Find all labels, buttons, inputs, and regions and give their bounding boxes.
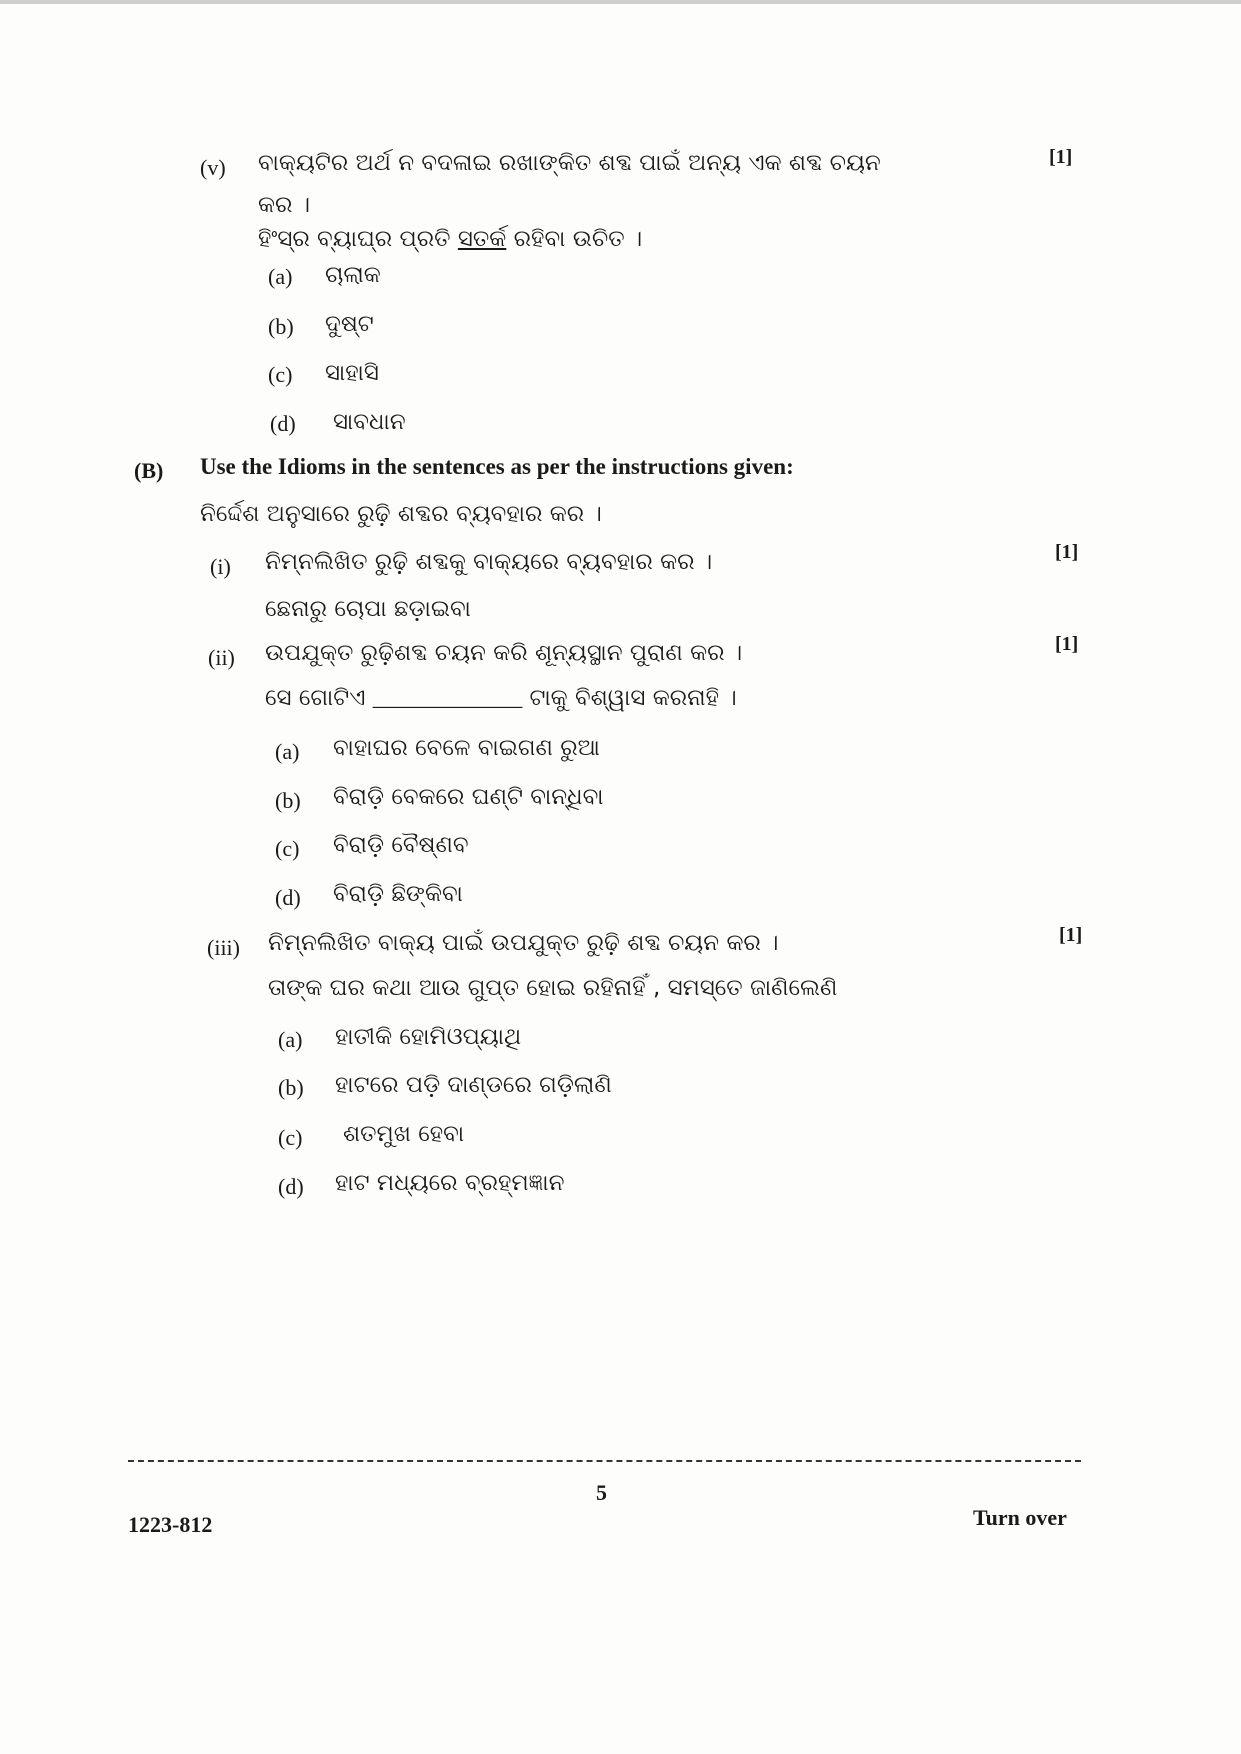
section-label: (B) <box>134 458 164 483</box>
page-top-edge <box>0 0 1241 4</box>
option-text: ହାଟ ମଧ୍ୟରେ ବ୍ରହ୍ମଜ୍ଞାନ <box>335 1170 565 1196</box>
question-text-line1: ଉପଯୁକ୍ତ ରୁଢ଼ିଶବ୍ଦ ଚୟନ କରି ଶୂନ୍ୟସ୍ଥାନ ପୁରାଣ କର । <box>265 640 743 666</box>
section-heading: Use the Idioms in the sentences as per the instructions given: <box>200 454 794 479</box>
marks-label: [1] <box>1055 541 1079 563</box>
option-text: ଦୁଷ୍ଟ <box>325 311 374 337</box>
option-label: (b) <box>268 314 294 339</box>
option-label: (c) <box>275 836 300 861</box>
question-sentence <box>258 226 642 252</box>
turn-over-label: Turn over <box>973 1505 1067 1530</box>
option-text: ହାତୀକି ହୋମିଓପ୍ୟାଥି <box>335 1024 522 1050</box>
fill-blank: _____________ <box>372 685 523 710</box>
question-sentence <box>265 685 737 711</box>
question-number: (ii) <box>208 645 235 670</box>
question-number: (i) <box>210 554 231 579</box>
question-text-line1: ନିମ୍ନଲିଖିତ ରୁଢ଼ି ଶବ୍ଦକୁ ବାକ୍ୟରେ ବ୍ୟବହାର କର । <box>265 549 713 575</box>
question-text-line2: କର । <box>258 192 311 218</box>
marks-label: [1] <box>1059 924 1083 946</box>
question-text-line2: ତାଙ୍କ ଘର କଥା ଆଉ ଗୁପ୍ତ ହୋଇ ରହିନାହିଁ , ସମସ୍ତେ ଜାଣିଲେଣି <box>268 975 838 1001</box>
option-text: ବାହାଘର ବେଳେ ବାଇଗଣ ରୁଆ <box>333 735 600 761</box>
option-label: (b) <box>278 1075 304 1100</box>
sentence-part: ରହିବା ଉଚିତ । <box>506 226 643 252</box>
option-label: (a) <box>275 739 300 764</box>
option-label: (a) <box>278 1027 303 1052</box>
sentence-part: ଟାକୁ ବିଶ୍ୱାସ କରନାହି । <box>529 685 737 711</box>
option-text: ସାହାସି <box>325 360 379 386</box>
option-text: ଚାଲାକ <box>325 262 381 288</box>
sentence-part: ସେ ଗୋଟିଏ <box>265 685 366 711</box>
marks-label: [1] <box>1049 146 1073 168</box>
option-text: ଶତମୁଖ ହେବା <box>343 1121 465 1147</box>
option-label: (d) <box>270 411 296 436</box>
option-text: ବିରାଡ଼ି ବୈଷ୍ଣବ <box>333 832 469 858</box>
question-number: (iii) <box>207 935 240 960</box>
option-text: ବିରାଡ଼ି ଛିଙ୍କିବା <box>333 881 463 907</box>
option-label: (c) <box>268 362 293 387</box>
question-text-line2: ଛେନାରୁ ଚୋପା ଛଡ଼ାଇବା <box>265 596 471 622</box>
marks-label: [1] <box>1055 633 1079 655</box>
sentence-part: ହିଂସ୍ର ବ୍ୟାଘ୍ର ପ୍ରତି <box>258 226 458 252</box>
question-text-line1: ବାକ୍ୟଟିର ଅର୍ଥ ନ ବଦଳାଇ ରଖାଙ୍କିତ ଶବ୍ଦ ପାଇଁ ଅନ୍ୟ ଏକ ଶବ୍ଦ ଚୟନ <box>258 150 881 176</box>
option-label: (c) <box>278 1125 303 1150</box>
option-label: (a) <box>268 264 293 289</box>
question-number: (v) <box>200 155 226 180</box>
option-label: (b) <box>275 788 301 813</box>
section-heading-odia: ନିର୍ଦ୍ଦେଶ ଅନୁସାରେ ରୁଢ଼ି ଶବ୍ଦର ବ୍ୟବହାର କର । <box>200 501 602 527</box>
option-text: ସାବଧାନ <box>333 409 406 435</box>
paper-code: 1223-812 <box>128 1512 213 1537</box>
option-label: (d) <box>278 1174 304 1199</box>
option-label: (d) <box>275 885 301 910</box>
footer-divider <box>128 1460 1081 1462</box>
underlined-word: ସତର୍କ <box>457 226 507 252</box>
question-text-line1: ନିମ୍ନଲିଖିତ ବାକ୍ୟ ପାଇଁ ଉପଯୁକ୍ତ ରୁଢ଼ି ଶବ୍ଦ ଚୟନ କର । <box>268 930 779 956</box>
page-number: 5 <box>596 1480 607 1505</box>
option-text: ହାଟରେ ପଡ଼ି ଦାଣ୍ଡରେ ଗଡ଼ିଲାଣି <box>335 1072 612 1098</box>
option-text: ବିରାଡ଼ି ବେକରେ ଘଣ୍ଟି ବାନ୍ଧିବା <box>333 784 604 810</box>
